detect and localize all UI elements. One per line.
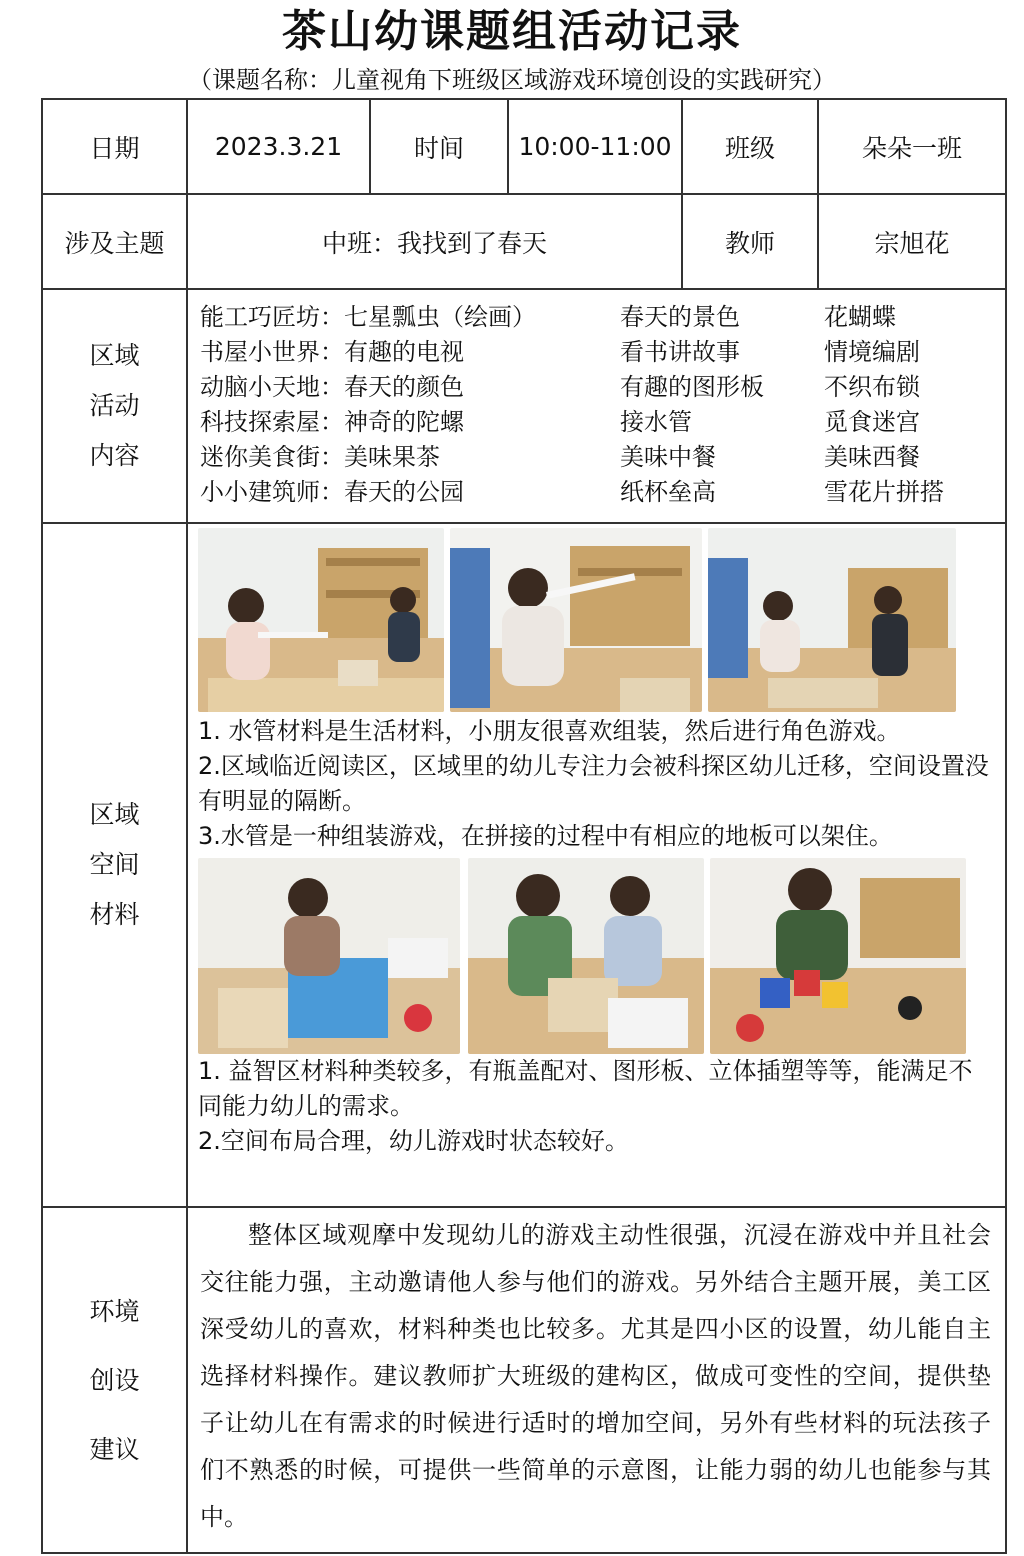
photo-water-pipe-3 bbox=[708, 528, 956, 712]
space-label: 区域 空间 材料 bbox=[42, 523, 187, 1207]
activity-label: 区域 活动 内容 bbox=[42, 289, 187, 523]
date-value: 2023.3.21 bbox=[187, 99, 370, 194]
class-label: 班级 bbox=[682, 99, 818, 194]
photo-row-puzzle bbox=[188, 854, 1005, 1054]
time-value: 10:00-11:00 bbox=[508, 99, 682, 194]
record-table bbox=[41, 98, 1007, 1554]
photo-water-pipe-2 bbox=[450, 528, 702, 712]
time-label: 时间 bbox=[370, 99, 508, 194]
activity-row: 科技探索屋：神奇的陀螺 接水管 觅食迷宫 bbox=[200, 408, 920, 436]
space-notes-2: 1. 益智区材料种类较多，有瓶盖配对、图形板、立体插塑等等，能满足不同能力幼儿的需求。 2.空间布局合理，幼儿游戏时状态较好。 bbox=[198, 1057, 973, 1155]
activity-content bbox=[187, 289, 1006, 523]
teacher-label: 教师 bbox=[682, 194, 818, 289]
photo-water-pipe-1 bbox=[198, 528, 444, 712]
class-value: 朵朵一班 bbox=[818, 99, 1006, 194]
date-label: 日期 bbox=[42, 99, 187, 194]
activity-row: 小小建筑师：春天的公园 纸杯垒高 雪花片拼搭 bbox=[200, 478, 944, 506]
theme-label: 涉及主题 bbox=[42, 194, 187, 289]
theme-value: 中班：我找到了春天 bbox=[187, 194, 682, 289]
page-title: 茶山幼课题组活动记录 bbox=[282, 6, 742, 57]
photo-puzzle-1 bbox=[198, 858, 460, 1054]
activity-row: 书屋小世界：有趣的电视 看书讲故事 情境编剧 bbox=[200, 338, 920, 366]
activity-row: 能工巧匠坊：七星瓢虫（绘画） 春天的景色 花蝴蝶 bbox=[200, 303, 896, 331]
suggestion-text: 整体区域观摩中发现幼儿的游戏主动性很强，沉浸在游戏中并且社会交往能力强，主动邀请他人参与他们的游戏。另外结合主题开展，美工区深受幼儿的喜欢，材料种类也比较多。尤其是四小区的设置，幼儿能自主选择材料操作。建议教师扩大班级的建构区，做成可变性的空间，提供垫子让幼儿在有需求的时候进行适时的增加空间，另外有些材料的玩法孩子们不熟悉的时候，可提供一些简单的示意图，让能力弱的幼儿也能参与其中。 bbox=[187, 1207, 1006, 1553]
teacher-value: 宗旭花 bbox=[818, 194, 1006, 289]
activity-row: 动脑小天地：春天的颜色 有趣的图形板 不织布锁 bbox=[200, 373, 920, 401]
photo-puzzle-2 bbox=[468, 858, 704, 1054]
space-notes-1: 1. 水管材料是生活材料，小朋友很喜欢组装，然后进行角色游戏。 2.区域临近阅读区，区域里的幼儿专注力会被科探区幼儿迁移，空间设置没有明显的隔断。 3.水管是一种组装游戏，在拼接的过程中有相应的地板可以架住。 bbox=[198, 717, 989, 850]
photo-puzzle-3 bbox=[710, 858, 966, 1054]
activity-row: 迷你美食街：美味果茶 美味中餐 美味西餐 bbox=[200, 443, 920, 471]
suggestion-label: 环境 创设 建议 bbox=[42, 1207, 187, 1553]
photo-row-science bbox=[188, 524, 1005, 714]
space-material-content bbox=[187, 523, 1006, 1207]
page-subtitle: （课题名称：儿童视角下班级区域游戏环境创设的实践研究） bbox=[188, 66, 836, 94]
